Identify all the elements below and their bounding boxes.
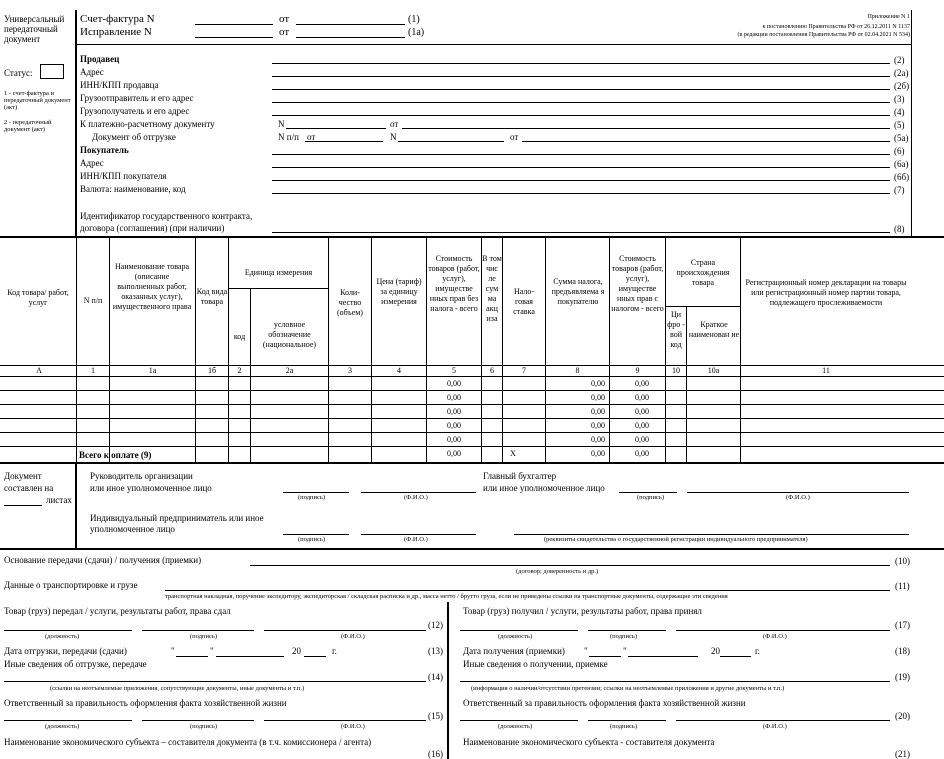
row-1-tax[interactable]: 0,00 bbox=[591, 379, 605, 388]
ship-date-code: (13) bbox=[428, 646, 443, 656]
col-num-1b: 1б bbox=[207, 366, 217, 375]
col-num-2: 2 bbox=[237, 366, 242, 375]
received-sign-hint: (подпись) bbox=[610, 633, 637, 640]
correction-from-label: от bbox=[279, 26, 290, 38]
recv-other-label: Иные сведения о получении, приемке bbox=[463, 659, 608, 669]
col-num-8: 8 bbox=[575, 366, 580, 375]
field-line-seller-inn[interactable] bbox=[272, 89, 890, 90]
col-num-10a: 10а bbox=[707, 366, 720, 375]
recv-date-label: Дата получения (приемки) bbox=[463, 646, 565, 656]
total-sum: 0,00 bbox=[635, 449, 649, 458]
row-2-total[interactable]: 0,00 bbox=[635, 393, 649, 402]
field-label-seller-inn: ИНН/КПП продавца bbox=[80, 80, 159, 90]
table-top-border bbox=[0, 236, 944, 238]
transport-label: Данные о транспортировке и грузе bbox=[4, 580, 138, 590]
left-responsible-position-field[interactable] bbox=[4, 720, 132, 721]
received-sign-field[interactable] bbox=[588, 630, 666, 631]
right-entity-code: (21) bbox=[895, 749, 910, 759]
field-code-shipper: (3) bbox=[894, 94, 905, 104]
correction-number-field[interactable] bbox=[195, 37, 273, 38]
th-unit-code: код bbox=[233, 332, 246, 341]
shipment-doc-field-2[interactable] bbox=[398, 141, 504, 142]
field-line-shipper[interactable] bbox=[272, 102, 890, 103]
row-3-tax[interactable]: 0,00 bbox=[591, 407, 605, 416]
entrepreneur-fio-hint: (Ф.И.О.) bbox=[404, 536, 428, 543]
total-excise: X bbox=[510, 449, 516, 458]
col-num-3: 3 bbox=[348, 366, 352, 375]
left-responsible-label: Ответственный за правильность оформления факта хозяйственной жизни bbox=[4, 698, 287, 708]
th-num: N п/п bbox=[83, 296, 103, 305]
right-responsible-fio-hint: (Ф.И.О.) bbox=[763, 723, 787, 730]
ship-other-code: (14) bbox=[428, 672, 443, 682]
doc-composed-1: Документ bbox=[4, 471, 42, 481]
col-num-6: 6 bbox=[490, 366, 494, 375]
th-cost-no-tax: Стоимость товаров (работ, услуг), имуществе нных прав без налога - всего bbox=[428, 254, 480, 313]
field-line-seller[interactable] bbox=[272, 63, 890, 64]
th-cost-with-tax: Стоимость товаров (работ, услуг), имуществе нных прав с налогом - всего bbox=[611, 254, 664, 313]
row-4-tax[interactable]: 0,00 bbox=[591, 421, 605, 430]
sign-bottom-border bbox=[0, 548, 944, 550]
transferred-sign-hint: (подпись) bbox=[190, 633, 217, 640]
entrepreneur-label-2: уполномоченное лицо bbox=[90, 524, 175, 534]
row-2-cost[interactable]: 0,00 bbox=[447, 393, 461, 402]
accountant-sign-field[interactable] bbox=[619, 492, 677, 493]
ship-date-year-field[interactable] bbox=[304, 656, 326, 657]
ship-date-g: г. bbox=[332, 646, 337, 656]
col-num-5: 5 bbox=[452, 366, 456, 375]
th-country-name: Краткое наименован ие bbox=[688, 320, 740, 339]
row-2-tax[interactable]: 0,00 bbox=[591, 393, 605, 402]
left-responsible-sign-hint: (подпись) bbox=[190, 723, 217, 730]
contract-label-1: Идентификатор государственного контракта, bbox=[80, 211, 253, 221]
col-num-1a: 1а bbox=[148, 366, 157, 375]
sheet-count-field[interactable] bbox=[4, 505, 42, 506]
contract-field[interactable] bbox=[272, 232, 890, 233]
th-tax: Сумма налога, предъявляема я покупателю bbox=[551, 277, 605, 306]
th-country: Страна происхождения товара bbox=[676, 258, 730, 287]
field-code-seller: (2) bbox=[894, 55, 905, 65]
field-label-currency: Валюта: наименование, код bbox=[80, 184, 186, 194]
th-kind: Код вида товара bbox=[196, 287, 228, 306]
field-label-seller: Продавец bbox=[80, 54, 120, 64]
transferred-sign-field[interactable] bbox=[142, 630, 254, 631]
left-responsible-code: (15) bbox=[428, 711, 443, 721]
invoice-from-label: от bbox=[279, 13, 290, 25]
payment-doc-n: N bbox=[278, 119, 285, 129]
field-label-shipper: Грузоотправитель и его адрес bbox=[80, 93, 194, 103]
field-label-seller-address: Адрес bbox=[80, 67, 104, 77]
right-responsible-code: (20) bbox=[895, 711, 910, 721]
ship-date-year: 20 bbox=[292, 646, 301, 656]
shipment-doc-field-3[interactable] bbox=[522, 141, 890, 142]
col-num-7: 7 bbox=[522, 366, 526, 375]
payment-doc-date-field[interactable] bbox=[402, 128, 890, 129]
doc-composed-2: составлен на bbox=[4, 483, 54, 493]
shipment-doc-n: N п/п bbox=[278, 132, 299, 142]
head-label-2: или иное уполномоченное лицо bbox=[90, 483, 212, 493]
basis-hint: (договор; доверенность и др.) bbox=[516, 568, 599, 575]
field-code-buyer-inn: (6б) bbox=[894, 172, 910, 182]
received-fio-field[interactable] bbox=[676, 630, 890, 631]
col-num-11: 11 bbox=[822, 366, 830, 375]
transferred-code: (12) bbox=[428, 620, 443, 630]
col-num-4: 4 bbox=[397, 366, 401, 375]
col-num-a: А bbox=[36, 366, 42, 375]
ship-date-q2: " bbox=[210, 646, 214, 656]
entrepreneur-requisites-hint: (реквизиты свидетельства о государственной регистрации индивидуального предпринимателя) bbox=[544, 536, 808, 543]
entrepreneur-sign-field[interactable] bbox=[283, 534, 349, 535]
upd-title: Универсальный передаточный документ bbox=[4, 14, 65, 44]
transferred-fio-field[interactable] bbox=[264, 630, 426, 631]
col-num-1: 1 bbox=[91, 366, 95, 375]
ship-date-day-field[interactable] bbox=[176, 656, 208, 657]
recv-date-month-field[interactable] bbox=[628, 656, 698, 657]
payment-doc-from: от bbox=[390, 119, 399, 129]
th-unit-name: условное обозначение (национальное) bbox=[262, 320, 317, 349]
field-line-buyer-address[interactable] bbox=[272, 167, 890, 168]
correction-date-field[interactable] bbox=[296, 37, 405, 38]
recv-date-g: г. bbox=[755, 646, 760, 656]
invoice-date-field[interactable] bbox=[296, 24, 405, 25]
shipment-doc-from2: от bbox=[510, 132, 519, 142]
received-fio-hint: (Ф.И.О.) bbox=[763, 633, 787, 640]
left-entity-code: (16) bbox=[428, 749, 443, 759]
ship-date-label: Дата отгрузки, передачи (сдачи) bbox=[4, 646, 127, 656]
status-note-1: 1 - счет-фактура и передаточный документ (акт) bbox=[4, 90, 71, 111]
basis-code: (10) bbox=[895, 556, 910, 566]
field-code-seller-inn: (2б) bbox=[894, 81, 910, 91]
received-position-hint: (должность) bbox=[498, 633, 533, 640]
total-cost: 0,00 bbox=[447, 449, 461, 458]
right-responsible-sign-field[interactable] bbox=[588, 720, 666, 721]
th-rate: Нало- говая ставка bbox=[513, 287, 535, 316]
recv-date-q2: " bbox=[623, 646, 627, 656]
field-line-buyer-inn[interactable] bbox=[272, 180, 890, 181]
appendix-line-1: Приложение N 1 bbox=[867, 14, 910, 20]
received-position-field[interactable] bbox=[460, 630, 578, 631]
transferred-label: Товар (груз) передал / услуги, результаты работ, права сдал bbox=[4, 606, 231, 616]
shipment-doc-from: от bbox=[307, 132, 316, 142]
shipment-doc-n2: N bbox=[390, 132, 397, 142]
transferred-fio-hint: (Ф.И.О.) bbox=[341, 633, 365, 640]
received-code: (17) bbox=[895, 620, 910, 630]
th-qty: Коли- чество (объем) bbox=[337, 288, 363, 317]
recv-date-day-field[interactable] bbox=[589, 656, 621, 657]
invoice-label: Счет-фактура N bbox=[80, 13, 155, 25]
contract-code: (8) bbox=[894, 224, 905, 234]
right-responsible-label: Ответственный за правильность оформления факта хозяйственной жизни bbox=[463, 698, 746, 708]
left-responsible-fio-hint: (Ф.И.О.) bbox=[341, 723, 365, 730]
th-reg-num: Регистрационный номер декларации на товары или регистрационный номер партии товара, подлежащего прослеживаемости bbox=[745, 278, 907, 307]
row-3-total[interactable]: 0,00 bbox=[635, 407, 649, 416]
row-3-cost[interactable]: 0,00 bbox=[447, 407, 461, 416]
accountant-fio-field[interactable] bbox=[687, 492, 909, 493]
field-line-consignee[interactable] bbox=[272, 115, 890, 116]
basis-label: Основание передачи (сдачи) / получения (приемки) bbox=[4, 555, 202, 565]
field-label-shipment-doc: Документ об отгрузке bbox=[92, 132, 176, 142]
entrepreneur-label-1: Индивидуальный предприниматель или иное bbox=[90, 513, 264, 523]
correction-label: Исправление N bbox=[80, 26, 152, 38]
ship-other-label: Иные сведения об отгрузке, передаче bbox=[4, 659, 147, 669]
field-code-currency: (7) bbox=[894, 185, 905, 195]
right-responsible-sign-hint: (подпись) bbox=[610, 723, 637, 730]
transferred-position-field[interactable] bbox=[4, 630, 132, 631]
field-code-shipment-doc: (5а) bbox=[894, 133, 909, 143]
appendix-line-3: (в редакции постановления Правительства РФ от 02.04.2021 N 534) bbox=[737, 32, 910, 38]
field-label-buyer: Покупатель bbox=[80, 145, 129, 155]
accountant-fio-hint: (Ф.И.О.) bbox=[786, 494, 810, 501]
received-label: Товар (груз) получил / услуги, результаты работ, права принял bbox=[463, 606, 702, 616]
doc-composed-3: листах bbox=[46, 495, 72, 505]
status-box[interactable] bbox=[40, 64, 64, 79]
recv-date-q1: " bbox=[584, 646, 588, 656]
head-fio-field[interactable] bbox=[361, 492, 476, 493]
col-num-9: 9 bbox=[635, 366, 640, 375]
bottom-center-divider bbox=[447, 602, 449, 759]
field-label-payment-doc: К платежно-расчетному документу bbox=[80, 119, 215, 129]
row-5-cost[interactable]: 0,00 bbox=[447, 435, 461, 444]
ship-other-hint: (ссылки на неотъемлемые приложения, сопутствующие документы, иные документы и т.п.) bbox=[50, 685, 305, 692]
field-line-currency[interactable] bbox=[272, 193, 890, 194]
field-code-seller-address: (2а) bbox=[894, 68, 909, 78]
left-responsible-sign-field[interactable] bbox=[142, 720, 254, 721]
right-responsible-position-hint: (должность) bbox=[498, 723, 533, 730]
field-label-consignee: Грузополучатель и его адрес bbox=[80, 106, 190, 116]
invoice-code: (1) bbox=[408, 14, 420, 25]
field-code-consignee: (4) bbox=[894, 107, 905, 117]
entrepreneur-fio-field[interactable] bbox=[361, 534, 476, 535]
basis-field[interactable] bbox=[250, 565, 890, 566]
field-code-payment-doc: (5) bbox=[894, 120, 905, 130]
left-entity-label: Наименование экономического субъекта – составителя документа (в т.ч. комиссионера / агента) bbox=[4, 737, 372, 747]
th-country-code: Ци фро - вой код bbox=[667, 310, 685, 349]
invoice-number-field[interactable] bbox=[195, 24, 273, 25]
accountant-label-2: или иное уполномоченное лицо bbox=[483, 483, 605, 493]
sign-left-border bbox=[75, 462, 77, 548]
recv-other-field[interactable] bbox=[460, 681, 890, 682]
th-code: Код товара/ работ, услуг bbox=[7, 288, 69, 307]
ship-other-field[interactable] bbox=[4, 681, 426, 682]
correction-code: (1а) bbox=[408, 27, 425, 38]
header-divider bbox=[75, 44, 911, 45]
right-responsible-fio-field[interactable] bbox=[676, 720, 890, 721]
transport-field[interactable] bbox=[165, 590, 890, 591]
contract-label-2: договора (соглашения) (при наличии) bbox=[80, 223, 225, 233]
table-bottom-border bbox=[0, 462, 944, 464]
head-fio-hint: (Ф.И.О.) bbox=[404, 494, 428, 501]
recv-date-year-field[interactable] bbox=[720, 656, 751, 657]
head-sign-field[interactable] bbox=[283, 492, 349, 493]
status-note-2: 2 - передаточный документ (акт) bbox=[4, 119, 52, 133]
payment-doc-number-field[interactable] bbox=[286, 128, 386, 129]
head-label-1: Руководитель организации bbox=[90, 471, 193, 481]
field-label-buyer-address: Адрес bbox=[80, 158, 104, 168]
status-label: Статус: bbox=[4, 68, 33, 78]
col-num-2a: 2а bbox=[285, 366, 294, 375]
row-1-total[interactable]: 0,00 bbox=[635, 379, 649, 388]
th-excise: В том чис ле сум ма акц иза bbox=[482, 254, 502, 323]
head-sign-hint: (подпись) bbox=[298, 494, 325, 501]
row-1-cost[interactable]: 0,00 bbox=[447, 379, 461, 388]
left-responsible-position-hint: (должность) bbox=[45, 723, 80, 730]
th-name: Наименование товара (описание выполненных работ, оказанных услуг), имущественного права bbox=[112, 262, 192, 311]
left-responsible-fio-field[interactable] bbox=[264, 720, 426, 721]
row-4-cost[interactable]: 0,00 bbox=[447, 421, 461, 430]
accountant-label-1: Главный бухгалтер bbox=[483, 471, 557, 481]
entrepreneur-requisites-field[interactable] bbox=[514, 534, 909, 535]
accountant-sign-hint: (подпись) bbox=[637, 494, 664, 501]
upd-right-border bbox=[911, 10, 912, 236]
th-unit: Единица измерения bbox=[244, 268, 313, 277]
field-code-buyer: (6) bbox=[894, 146, 905, 156]
entrepreneur-sign-hint: (подпись) bbox=[298, 536, 325, 543]
col-num-10: 10 bbox=[672, 366, 680, 375]
field-code-buyer-address: (6а) bbox=[894, 159, 909, 169]
row-4-total[interactable]: 0,00 bbox=[635, 421, 649, 430]
right-responsible-position-field[interactable] bbox=[460, 720, 578, 721]
recv-other-code: (19) bbox=[895, 672, 910, 682]
ship-date-month-field[interactable] bbox=[216, 656, 284, 657]
recv-other-hint: (информация о наличии/отсутствии претензии; ссылки на неотъемлемые приложения и другие документы и т.п.) bbox=[471, 685, 785, 692]
total-tax: 0,00 bbox=[591, 449, 605, 458]
th-price: Цена (тариф) за единицу измерения bbox=[376, 277, 422, 306]
row-5-total[interactable]: 0,00 bbox=[635, 435, 649, 444]
total-label: Всего к оплате (9) bbox=[79, 450, 152, 460]
field-line-seller-address[interactable] bbox=[272, 76, 890, 77]
ship-date-q1: " bbox=[171, 646, 175, 656]
appendix-line-2: к постановлению Правительства РФ от 26.12.2011 N 1137 bbox=[762, 24, 910, 30]
right-entity-label: Наименование экономического субъекта - составителя документа bbox=[463, 737, 715, 747]
transport-code: (11) bbox=[895, 581, 910, 591]
row-5-tax[interactable]: 0,00 bbox=[591, 435, 605, 444]
shipment-doc-field-1[interactable] bbox=[305, 141, 383, 142]
recv-date-year: 20 bbox=[711, 646, 720, 656]
field-line-buyer[interactable] bbox=[272, 154, 890, 155]
recv-date-code: (18) bbox=[895, 646, 910, 656]
field-label-buyer-inn: ИНН/КПП покупателя bbox=[80, 171, 167, 181]
transferred-position-hint: (должность) bbox=[45, 633, 80, 640]
transport-hint: транспортная накладная, поручение экспедитору, экспедиторская / складская расписка и др., масса нетто / брутто груза, если не приведены ссылки на транспортные документы, содержащие эти сведения bbox=[165, 593, 728, 600]
